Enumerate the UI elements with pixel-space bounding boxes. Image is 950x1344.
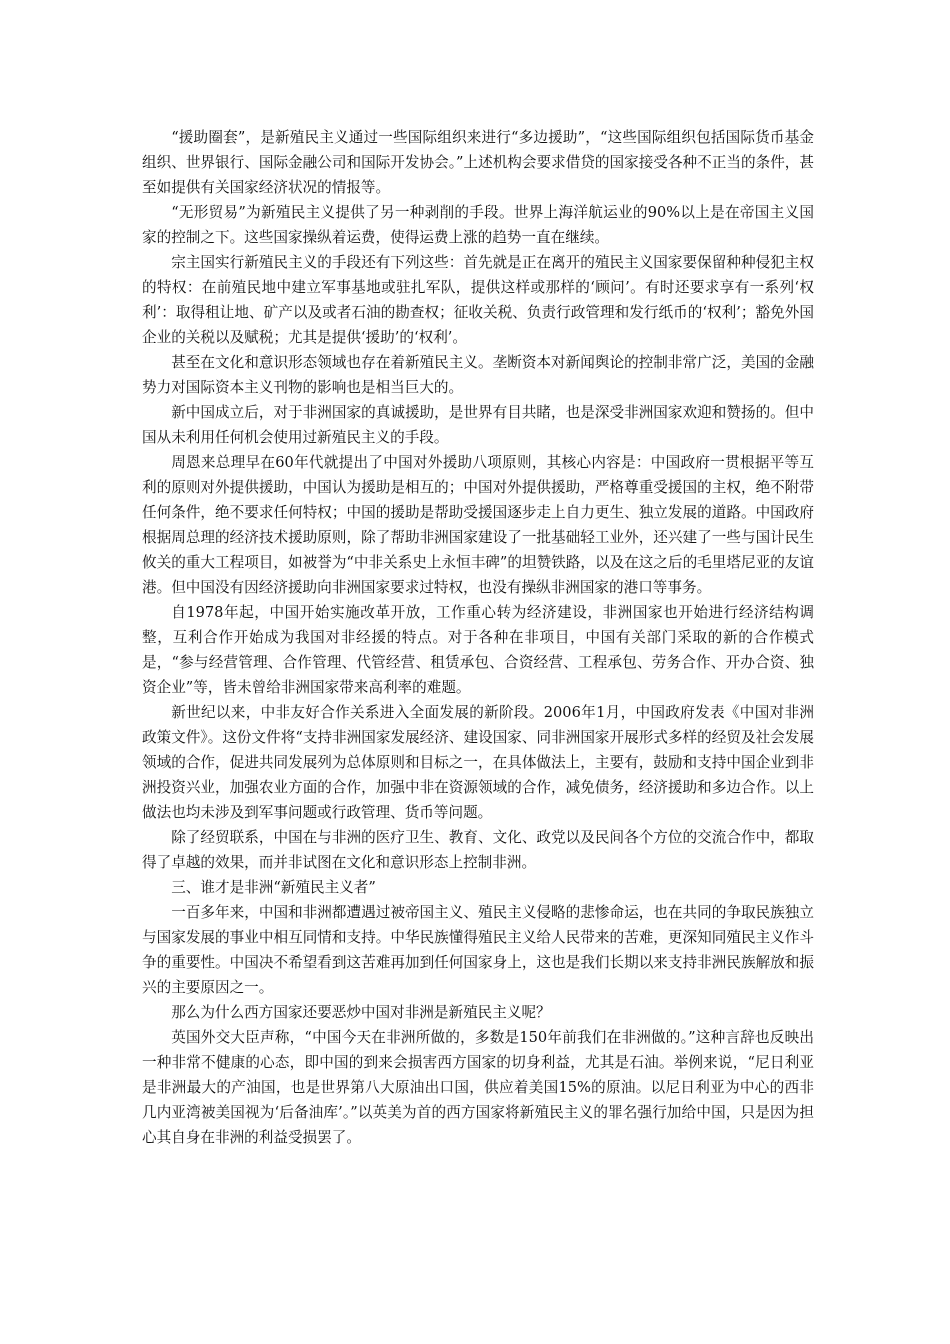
paragraph-zhou-enlai-principles: 周恩来总理早在60年代就提出了中国对外援助八项原则，其核心内容是：中国政府一贯根据平等互利的原则对外提供援助，中国认为援助是相互的；中国对外提供援助，严格尊重受援国的主权，绝不附带任何条件，绝不要求任何特权；中国的援助是帮助受援国逐步走上自力更生、独立发展的道路。中国政府根据周总理的经济技术援助原则，除了帮助非洲国家建设了一批基础轻工业外，还兴建了一些与国计民生攸关的重大工程项目，如被誉为“中非关系史上永恒丰碑”的坦赞铁路，以及在这之后的毛里塔尼亚的友谊港。但中国没有因经济援助向非洲国家要求过特权，也没有操纵非洲国家的港口等事务。 (142, 454, 814, 596)
paragraph-new-china-aid: 新中国成立后，对于非洲国家的真诚援助，是世界有目共睹，也是深受非洲国家欢迎和赞扬的。但中国从未利用任何机会使用过新殖民主义的手段。 (142, 404, 814, 446)
paragraph-exchanges: 除了经贸联系，中国在与非洲的医疗卫生、教育、文化、政党以及民间各个方位的交流合作中，都取得了卓越的效果，而并非试图在文化和意识形态上控制非洲。 (142, 829, 814, 871)
paragraph-shared-history: 一百多年来，中国和非洲都遭遇过被帝国主义、殖民主义侵略的悲惨命运，也在共同的争取民族独立与国家发展的事业中相互同情和支持。中华民族懂得殖民主义给人民带来的苦难，更深知同殖民主义作斗争的重要性。中国决不希望看到这苦难再加到任何国家身上，这也是我们长期以来支持非洲民族解放和振兴的主要原因之一。 (142, 904, 814, 996)
paragraph-culture-ideology: 甚至在文化和意识形态领域也存在着新殖民主义。垄断资本对新闻舆论的控制非常广泛，美国的金融势力对国际资本主义刊物的影响也是相当巨大的。 (142, 354, 814, 396)
paragraph-aid-trap: “援助圈套”，是新殖民主义通过一些国际组织来进行“多边援助”，“这些国际组织包括国际货币基金组织、世界银行、国际金融公司和国际开发协会。”上述机构会要求借贷的国家接受各种不正当的条件，甚至如提供有关国家经济状况的情报等。 (142, 129, 814, 196)
paragraph-british-minister: 英国外交大臣声称，“中国今天在非洲所做的，多数是150年前我们在非洲做的。”这种言辞也反映出一种非常不健康的心态，即中国的到来会损害西方国家的切身利益，尤其是石油。举例来说，“尼日利亚是非洲最大的产油国，也是世界第八大原油出口国，供应着美国15%的原油。以尼日利亚为中心的西非几内亚湾被美国视为‘后备油库’。”以英美为首的西方国家将新殖民主义的罪名强行加给中国，只是因为担心其自身在非洲的利益受损罢了。 (142, 1029, 814, 1146)
paragraph-reform-opening: 自1978年起，中国开始实施改革开放，工作重心转为经济建设，非洲国家也开始进行经济结构调整，互利合作开始成为我国对非经援的特点。对于各种在非项目，中国有关部门采取的新的合作模式是，“参与经营管理、合作管理、代管经营、租赁承包、合资经营、工程承包、劳务合作、开办合资、独资企业”等，皆未曾给非洲国家带来高利率的难题。 (142, 604, 814, 696)
paragraph-new-century: 新世纪以来，中非友好合作关系进入全面发展的新阶段。2006年1月，中国政府发表《中国对非洲政策文件》。这份文件将“支持非洲国家发展经济、建设国家、同非洲国家开展形式多样的经贸及社会发展领域的合作，促进共同发展列为总体原则和目标之一，在具体做法上，主要有，鼓励和支持中国企业到非洲投资兴业，加强农业方面的合作，加强中非在资源领域的合作，减免债务，经济援助和多边合作。以上做法也均未涉及到军事问题或行政管理、货币等问题。 (142, 704, 814, 821)
document-body (142, 125, 814, 1150)
section-heading-three: 三、谁才是非洲“新殖民主义者” (171, 879, 376, 896)
paragraph-question: 那么为什么西方国家还要恶炒中国对非洲是新殖民主义呢？ (171, 1004, 551, 1021)
paragraph-suzerain-means: 宗主国实行新殖民主义的手段还有下列这些：首先就是正在离开的殖民主义国家要保留种种侵犯主权的特权：在前殖民地中建立军事基地或驻扎军队，提供这样或那样的‘顾问’。有时还要求享有一系列‘权利’：取得租让地、矿产以及或者石油的勘查权；征收关税、负责行政管理和发行纸币的‘权利’；豁免外国企业的关税以及赋税；尤其是提供‘援助’的‘权利’。 (142, 254, 814, 346)
paragraph-invisible-trade: “无形贸易”为新殖民主义提供了另一种剥削的手段。世界上海洋航运业的90%以上是在帝国主义国家的控制之下。这些国家操纵着运费，使得运费上涨的趋势一直在继续。 (142, 204, 814, 246)
